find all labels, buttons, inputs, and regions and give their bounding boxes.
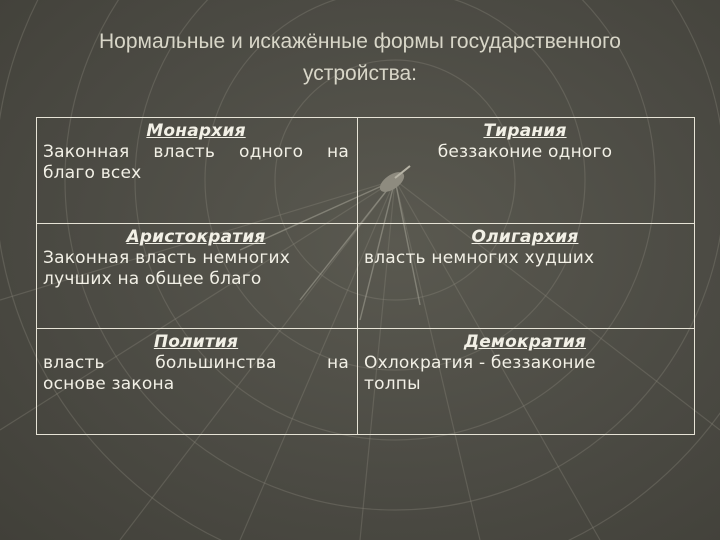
- slide-title-line-1: Нормальные и искажённые формы государственного: [99, 30, 621, 53]
- cell-text-line: Законная власть одного на: [43, 142, 349, 162]
- cell-title: Монархия: [146, 121, 246, 141]
- cell-text-line: благо всех: [43, 163, 142, 183]
- slide-title: [40, 26, 680, 90]
- cell-text-line: основе закона: [43, 374, 175, 395]
- cell-text-line: власть большинства на: [43, 353, 349, 374]
- cell-text-line: толпы: [364, 374, 421, 395]
- cell-tyranny: [358, 118, 695, 224]
- table-row: [37, 223, 695, 329]
- cell-text-line: власть немногих худших: [364, 247, 595, 268]
- cell-title: Олигархия: [471, 226, 579, 247]
- cell-monarchy: [37, 118, 358, 224]
- cell-oligarchy: [358, 223, 695, 329]
- table-row: [37, 329, 695, 435]
- table-row: [37, 118, 695, 224]
- cell-aristocracy: [37, 223, 358, 329]
- cell-title: Полития: [153, 332, 239, 353]
- cell-title: Демократия: [463, 332, 587, 353]
- cell-text-line: Охлократия - беззаконие: [364, 353, 596, 374]
- government-forms-table: [36, 117, 695, 435]
- slide-title-line-2: устройства:: [302, 62, 418, 85]
- cell-democracy: [358, 329, 695, 435]
- cell-text-line: Законная власть немногих: [43, 247, 290, 268]
- cell-title: Тирания: [483, 121, 567, 141]
- cell-text-line: лучших на общее благо: [43, 268, 262, 289]
- cell-polity: [37, 329, 358, 435]
- cell-title: Аристократия: [126, 226, 266, 247]
- cell-text-line: беззаконие одного: [437, 142, 613, 162]
